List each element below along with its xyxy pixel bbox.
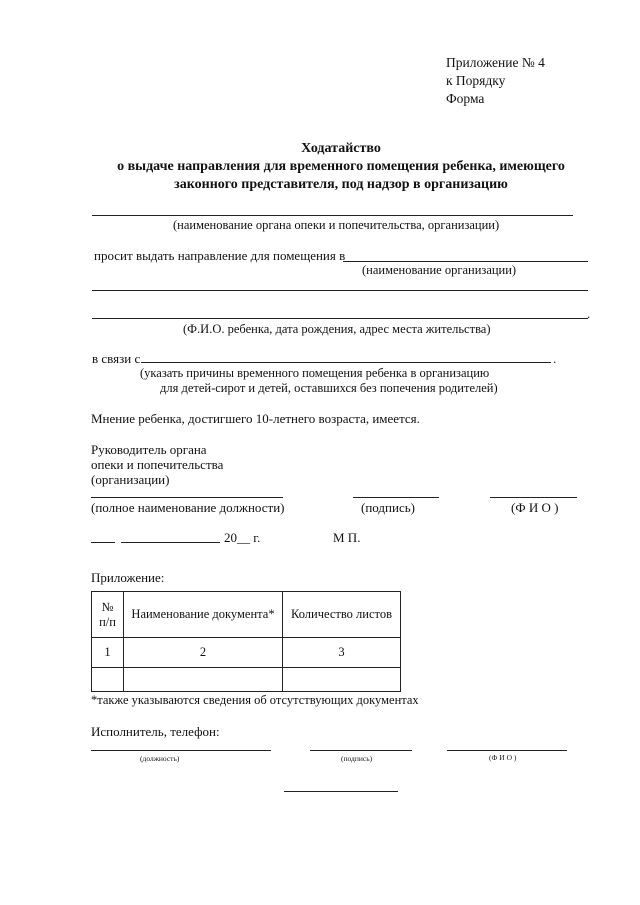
position-fill-line xyxy=(91,497,283,498)
authority-caption: (наименование органа опеки и попечительства, организации) xyxy=(173,218,500,232)
header-number: № п/п xyxy=(92,592,124,638)
executor-signature-caption: (подпись) xyxy=(341,754,373,763)
executor-label: Исполнитель, телефон: xyxy=(91,724,220,739)
stamp-placeholder: М П. xyxy=(333,530,361,545)
position-caption: (полное наименование должности) xyxy=(91,500,285,515)
signature-fill-line xyxy=(353,497,439,498)
document-title: Ходатайство xyxy=(301,141,381,156)
signatory-title-line2: опеки и попечительства xyxy=(91,457,224,472)
bottom-separator xyxy=(284,791,398,792)
table-cell: 2 xyxy=(124,638,283,668)
date-year: 20__ г. xyxy=(224,530,261,545)
executor-name-caption: (Ф И О ) xyxy=(489,753,517,762)
reason-caption-1: (указать причины временного помещения ребенка в организацию xyxy=(140,366,490,380)
organization-caption: (наименование организации) xyxy=(362,263,517,277)
name-fill-line xyxy=(490,497,577,498)
documents-table xyxy=(91,591,401,692)
date-day-line xyxy=(91,542,115,543)
table-row xyxy=(92,668,401,692)
annex-number: Приложение № 4 xyxy=(446,55,545,70)
table-header-row xyxy=(92,592,401,638)
request-text: просит выдать направление для помещения в xyxy=(94,248,346,263)
table-row xyxy=(92,638,401,668)
executor-name-line xyxy=(447,750,567,751)
name-caption: (Ф И О ) xyxy=(511,500,559,515)
table-cell: 3 xyxy=(283,638,401,668)
annex-reference: к Порядку xyxy=(446,73,506,88)
executor-position-line xyxy=(91,750,271,751)
executor-position-caption: (должность) xyxy=(140,754,180,763)
table-cell xyxy=(283,668,401,692)
executor-signature-line xyxy=(310,750,412,751)
date-month-line xyxy=(121,542,220,543)
header-document-name: Наименование документа* xyxy=(124,592,283,638)
form-label: Форма xyxy=(446,91,485,106)
reason-prefix: в связи с xyxy=(92,351,141,366)
signatory-title-line1: Руководитель органа xyxy=(91,442,207,457)
header-sheet-count: Количество листов xyxy=(283,592,401,638)
attachment-label: Приложение: xyxy=(91,570,165,585)
reason-end-dot: . xyxy=(553,351,557,366)
document-subtitle-line2: законного представителя, под надзор в организацию xyxy=(174,177,508,192)
signature-caption: (подпись) xyxy=(361,500,415,515)
document-subtitle-line1: о выдаче направления для временного помещения ребенка, имеющего xyxy=(117,159,565,174)
child-caption: (Ф.И.О. ребенка, дата рождения, адрес места жительства) xyxy=(183,322,491,336)
child-fill-line-1 xyxy=(92,290,588,291)
authority-fill-line xyxy=(92,215,573,216)
child-fill-line-2 xyxy=(92,318,588,319)
organization-fill-line xyxy=(343,261,588,262)
table-cell xyxy=(92,668,124,692)
reason-fill-line xyxy=(141,362,551,363)
table-footnote: *также указываются сведения об отсутствующих документах xyxy=(91,693,419,707)
reason-caption-2: для детей-сирот и детей, оставшихся без попечения родителей) xyxy=(160,381,498,395)
line-end-dot: . xyxy=(587,306,591,321)
signatory-title-line3: (организации) xyxy=(91,472,170,487)
table-cell: 1 xyxy=(92,638,124,668)
table-cell xyxy=(124,668,283,692)
child-opinion-statement: Мнение ребенка, достигшего 10-летнего возраста, имеется. xyxy=(91,411,420,426)
